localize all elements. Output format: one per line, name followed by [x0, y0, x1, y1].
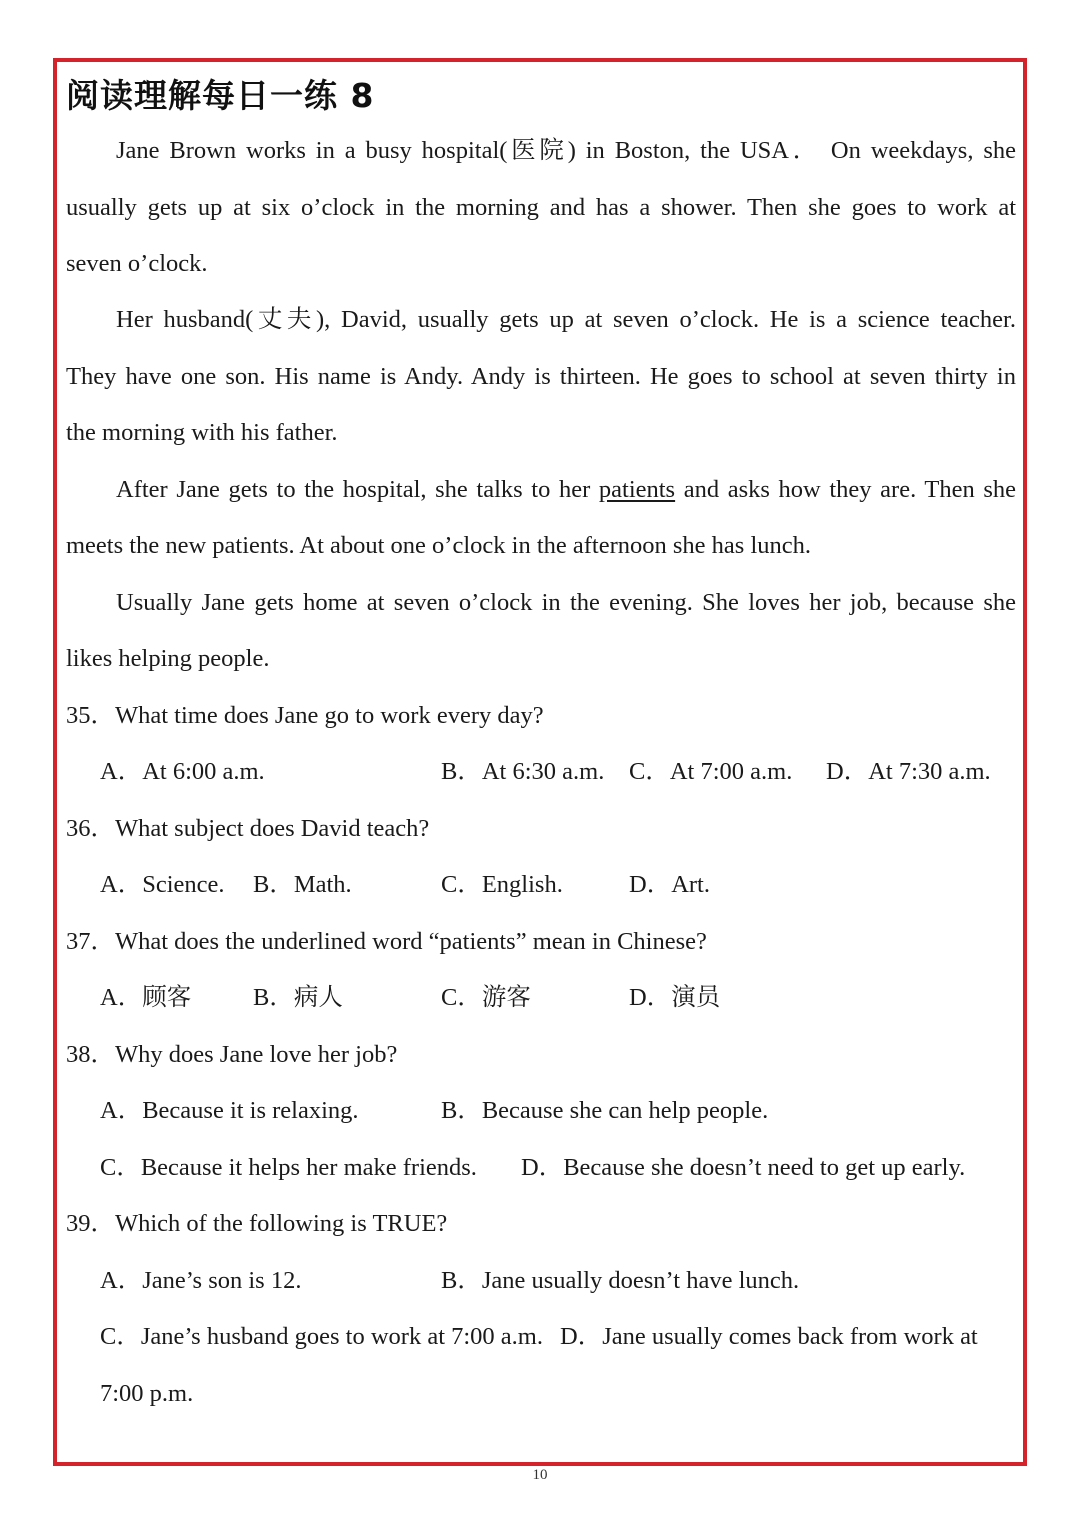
passage-p3-line1: [66, 475, 1016, 505]
passage-p2-line1: Her husband(丈夫), David, usually gets up at seven o’clock. He is a science teacher.: [116, 306, 1016, 333]
q37-option-a: A．顾客: [100, 984, 192, 1011]
question-37-stem: 37．What does the underlined word “patients” mean in Chinese?: [66, 928, 707, 955]
passage-p4-line2: likes helping people.: [66, 645, 270, 672]
q39-option-b: B．Jane usually doesn’t have lunch.: [441, 1267, 800, 1294]
q38-option-d: D．Because she doesn’t need to get up early.: [521, 1154, 966, 1181]
underlined-word-patients: patients: [598, 476, 676, 503]
question-39-stem: 39．Which of the following is TRUE?: [66, 1210, 448, 1237]
q39-option-a: A．Jane’s son is 12.: [100, 1267, 302, 1294]
question-38-stem: 38．Why does Jane love her job?: [66, 1041, 398, 1068]
q37-option-d: D．演员: [629, 984, 721, 1011]
passage-p1-line3: seven o’clock.: [66, 250, 208, 277]
q38-option-c: C．Because it helps her make friends.: [100, 1154, 477, 1181]
q39-option-d: D．Jane usually comes back from work at: [560, 1323, 978, 1350]
q35-option-d: D．At 7:30 a.m.: [826, 758, 991, 785]
question-36-stem: 36．What subject does David teach?: [66, 815, 430, 842]
passage-p2-line2: They have one son. His name is Andy. Andy is thirteen. He goes to school at seven thirty in: [66, 363, 1016, 390]
page-number: 10: [532, 1467, 548, 1483]
page-title: 阅读理解每日一练 8: [66, 76, 375, 115]
q36-option-a: A．Science.: [100, 871, 225, 898]
passage-p2-line3: the morning with his father.: [66, 419, 338, 446]
q36-option-d: D．Art.: [629, 871, 710, 898]
question-35-stem: 35．What time does Jane go to work every day?: [66, 702, 544, 729]
q36-option-b: B．Math.: [253, 871, 352, 898]
q35-option-c: C．At 7:00 a.m.: [629, 758, 793, 785]
q35-option-b: B．At 6:30 a.m.: [441, 758, 605, 785]
q37-option-c: C．游客: [441, 984, 531, 1011]
passage-p3-text-before: After Jane gets to the hospital, she talks to her: [116, 476, 599, 503]
passage-p3-text-after: and asks how they are. Then she: [675, 476, 1017, 503]
q38-option-b: B．Because she can help people.: [441, 1097, 769, 1124]
passage-p1-line2: usually gets up at six o’clock in the morning and has a shower. Then she goes to work at: [66, 194, 1016, 221]
q37-option-b: B．病人: [253, 984, 343, 1011]
q39-option-d-continued: 7:00 p.m.: [100, 1380, 194, 1407]
q35-option-a: A．At 6:00 a.m.: [100, 758, 265, 785]
q36-option-c: C．English.: [441, 871, 563, 898]
passage-p4-line1: Usually Jane gets home at seven o’clock in the evening. She loves her job, because she: [116, 589, 1016, 616]
q39-option-c: C．Jane’s husband goes to work at 7:00 a.m.: [100, 1323, 543, 1350]
q38-option-a: A．Because it is relaxing.: [100, 1097, 359, 1124]
passage-p3-line2: meets the new patients. At about one o’clock in the afternoon she has lunch.: [66, 532, 812, 559]
passage-p1-line1: Jane Brown works in a busy hospital(医院) in Boston, the USA． On weekdays, she: [116, 137, 1016, 164]
